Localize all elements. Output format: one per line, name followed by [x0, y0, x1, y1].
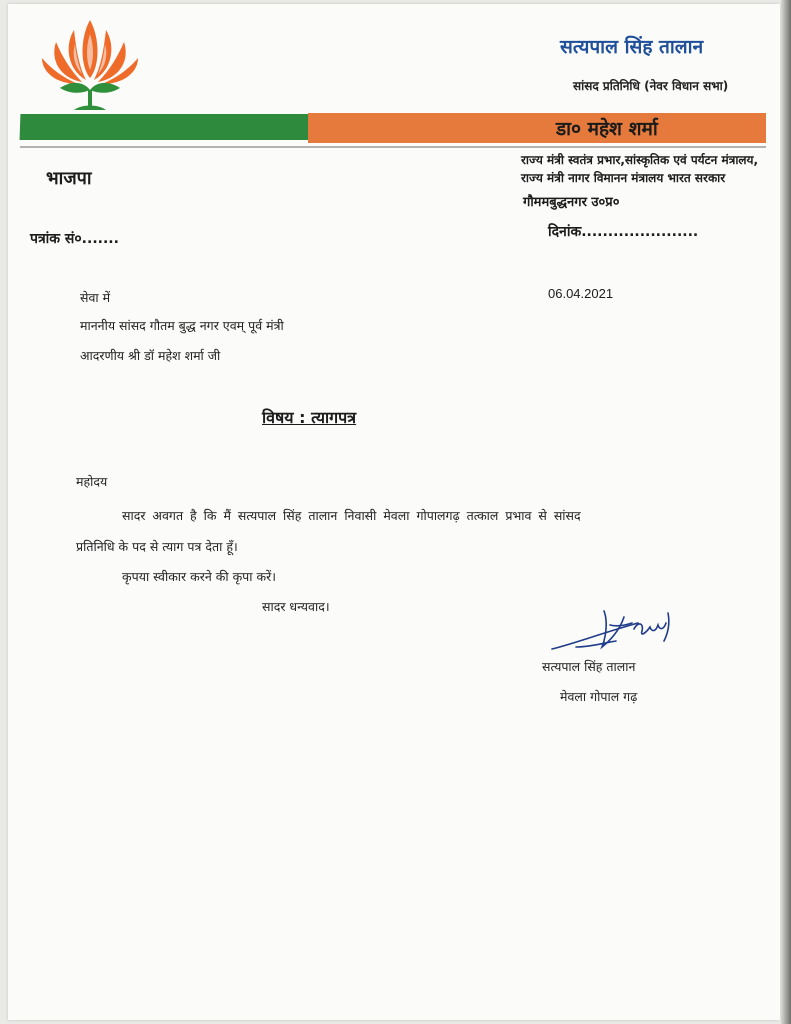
- date-field: दिनांक......................: [548, 224, 699, 240]
- reference-number: पत्रांक सं०.......: [30, 231, 119, 247]
- page-edge: [781, 0, 791, 1024]
- salutation: महोदय: [76, 474, 108, 489]
- minister-title-line1: राज्य मंत्री स्वतंत्र प्रभार,सांस्कृतिक एवं पर्यटन मंत्रालय,: [521, 153, 759, 167]
- letter-date: 06.04.2021: [548, 286, 614, 301]
- letterhead-saffron-bar: [308, 113, 766, 143]
- minister-title-line2: राज्य मंत्री नागर विमानन मंत्रालय भारत सरकार: [521, 171, 726, 185]
- signature: [546, 603, 676, 655]
- header-divider: [20, 146, 766, 148]
- member-designation: सांसद प्रतिनिधि (नेवर विधान सभा): [573, 79, 729, 93]
- subject-line: विषय : त्यागपत्र: [262, 408, 357, 427]
- addressee-line1: माननीय सांसद गौतम बुद्ध नगर एवम् पूर्व मंत्री: [80, 318, 284, 333]
- body-line1: सादर अवगत है कि मैं सत्यपाल सिंह तालान निवासी मेवला गोपालगढ़ तत्काल प्रभाव से सांसद: [122, 508, 581, 523]
- body-line2: प्रतिनिधि के पद से त्याग पत्र देता हूँ।: [76, 539, 238, 554]
- closing-line: सादर धन्यवाद।: [262, 599, 330, 614]
- party-name: भाजपा: [46, 168, 92, 189]
- body-line3: कृपया स्वीकार करने की कृपा करें।: [122, 569, 276, 584]
- office-address: गौममबुद्धनगर उ०प्र०: [523, 195, 620, 210]
- lotus-logo: [30, 8, 150, 118]
- to-line: सेवा में: [80, 290, 111, 305]
- signatory-name: सत्यपाल सिंह तालान: [542, 659, 636, 674]
- minister-name: डा० महेश शर्मा: [556, 118, 658, 140]
- signatory-place: मेवला गोपाल गढ़: [560, 689, 638, 704]
- letterhead-green-bar: [20, 114, 313, 140]
- addressee-line2: आदरणीय श्री डॉ महेश शर्मा जी: [80, 348, 221, 363]
- member-name: सत्यपाल सिंह तालान: [560, 36, 704, 58]
